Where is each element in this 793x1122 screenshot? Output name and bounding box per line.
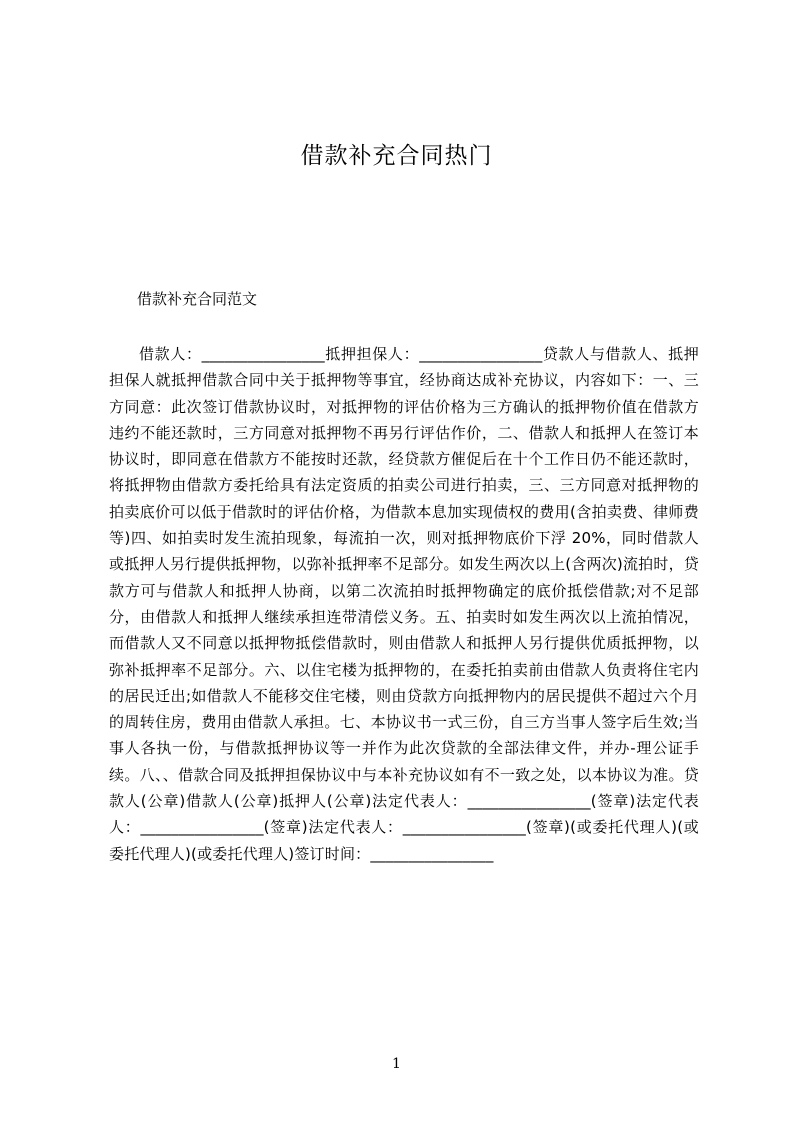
document-subtitle: 借款补充合同范文 [137, 290, 258, 308]
contract-body-paragraph: 借款人：________________抵押担保人：________________贷款人与借款人、抵押担保人就抵押借款合同中关于抵押物等事宜，经协商达成补充协议，内容如下：一、三方同意：此次签订借款协议时，对抵押物的评估价格为三方确认的抵押物价值在借款方违约不能还款时，三方同意对抵押物不再另行评估作价，二、借款人和抵押人在签订本协议时，即同意在借款方不能按时还款，经贷款方催促后在十个工作日仍不能还款时，将抵押物由借款方委托给具有法定资质的拍卖公司进行拍卖，三、三方同意对抵押物的拍卖底价可以低于借款时的评估价格，为借款本息加实现债权的费用(含拍卖费、律师费等)四、如拍卖时发生流拍现象，每流拍一次，则对抵押物底价下浮 20%，同时借款人或抵押人另行提供抵押物，以弥补抵押率不足部分。如发生两次以上(含两次)流拍时，贷款方可与借款人和抵押人协商，以第二次流拍时抵押物确定的底价抵偿借款;对不足部分，由借款人和抵押人继续承担连带清偿义务。五、拍卖时如发生两次以上流拍情况，而借款人又不同意以抵押物抵偿借款时，则由借款人和抵押人另行提供优质抵押物，以弥补抵押率不足部分。六、以住宅楼为抵押物的，在委托拍卖前由借款人负责将住宅内的居民迁出;如借款人不能移交住宅楼，则由贷款方向抵押物内的居民提供不超过六个月的周转住房，费用由借款人承担。七、本协议书一式三份，自三方当事人签字后生效;当事人各执一份，与借款抵押协议等一并作为此次贷款的全部法律文件，并办-理公证手续。八、、借款合同及抵押担保协议中与本补充协议如有不一致之处，以本协议为准。贷款人(公章)借款人(公章)抵押人(公章)法定代表人：________________(签章)法定代表人：________________(签章)法定代表人：________________(签章)(或委托代理人)(或委托代理人)(或委托代理人)签订时间：________________ [109, 345, 699, 863]
document-title: 借款补充合同热门 [300, 143, 493, 169]
page-number: 1 [392, 1056, 401, 1072]
